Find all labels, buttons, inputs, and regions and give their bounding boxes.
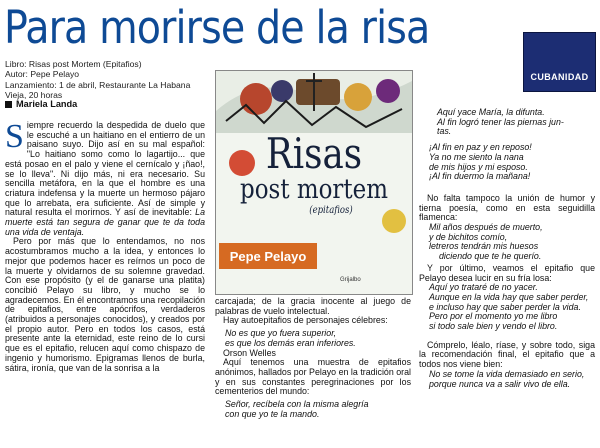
epitaph-quote bbox=[419, 283, 595, 332]
byline-square-icon bbox=[5, 101, 12, 108]
byline bbox=[5, 99, 77, 109]
quote-line: Aquí yace María, la difunta. bbox=[437, 107, 545, 117]
quote-line: y de bichitos comío, bbox=[429, 231, 508, 242]
quote-line: ¡Al fin en paz y en reposo! bbox=[429, 142, 532, 153]
article-column-1 bbox=[5, 118, 205, 373]
quote-line: letreros tendrán mis huesos bbox=[429, 241, 539, 252]
paragraph: Aquí tenemos una muestra de epitafios anónimos, hallados por Pelayo en la tradición oral y en sus constantes peregrinaciones por los cementerios del mundo: bbox=[215, 357, 411, 397]
epitaph-quote bbox=[419, 143, 595, 182]
section-tag bbox=[523, 32, 596, 92]
epitaph-quote bbox=[419, 370, 595, 389]
quote-line: con que yo te la mando. bbox=[225, 408, 320, 419]
quote-inline: La muerte está tan segura de ganar que te da toda una vida de ventaja. bbox=[5, 207, 205, 237]
cover-author: Pepe Pelayo bbox=[219, 243, 317, 269]
quote-line: No es que yo fuera superior, bbox=[225, 328, 337, 339]
paragraph: Pero por más que lo entendamos, no nos acostumbramos mucho a la idea, y entonces lo mejor que podemos hacer es reírnos un poco de la muerte y olvidarnos de su solemne gravedad. Con ese propósito (y el de ganarse una platita) concibió Pelayo su libro, y mucho se lo agradecemos. En él encontramos una recopilación de epitafios, entre apócrifos, verdaderos (atribuidos a personajes conocidos), y creados por el propio autor. Pero en todos los casos, está presente ante la eternidad, este reino de lo cursi que es el epitafio, relucen aquí como chispazo de ingenio y humorismo. Epigramas llenos de burla, sátira, ironía, que van de la sonrisa a la bbox=[5, 236, 205, 373]
cover-title-line-2: post mortem bbox=[240, 174, 388, 205]
credit-line: Libro: Risas post Mortem (Epitafios) bbox=[5, 59, 142, 69]
quote-line: Pero por el momento yo me libro bbox=[429, 311, 558, 322]
article-column-3 bbox=[419, 108, 595, 389]
quote-line: Aunque en la vida hay que saber perder, bbox=[429, 291, 589, 302]
quote-line: de mis hijos y mi esposo. bbox=[429, 161, 528, 172]
paragraph bbox=[5, 118, 205, 237]
quote-line: tas. bbox=[437, 126, 452, 137]
quote-author: Orson Welles bbox=[223, 347, 276, 358]
quote-line: Mil años después de muerto, bbox=[429, 222, 543, 233]
paragraph: Y por último, veamos el epitafio que Pelayo desea lucir en su fría losa: bbox=[419, 262, 595, 283]
credit-line: Vieja, 20 horas bbox=[5, 90, 63, 101]
quote-line: porque nunca va a salir vivo de ella. bbox=[429, 378, 571, 389]
paragraph: Hay autoepitafios de personajes célebres: bbox=[223, 315, 388, 326]
epitaph-quote bbox=[215, 329, 411, 348]
quote-line: Ya no me siento la nana bbox=[429, 151, 524, 162]
quote-line: es que los demás eran inferiores. bbox=[225, 337, 356, 348]
credit-line: Autor: Pepe Pelayo bbox=[5, 69, 80, 80]
quote-line: e incluso hay que saber perder la vida. bbox=[429, 301, 581, 312]
headline: Para morirse de la risa bbox=[4, 1, 430, 54]
quote-line: Señor, recíbela con la misma alegría bbox=[225, 399, 369, 410]
article-column-2 bbox=[215, 297, 411, 419]
quote-line: diciendo que te he querío. bbox=[439, 251, 542, 262]
epitaph-quote bbox=[419, 223, 595, 262]
byline-author: Mariela Landa bbox=[16, 99, 78, 109]
quote-line: Al fin logró tener las piernas jun- bbox=[437, 116, 564, 127]
drop-cap: S bbox=[5, 118, 24, 155]
credit-line: Lanzamiento: 1 de abril, Restaurante La Habana bbox=[5, 79, 191, 90]
quote-line: Aquí yo trataré de no yacer. bbox=[429, 282, 538, 293]
book-cover-image bbox=[215, 70, 413, 295]
quote-line: No se tome la vida demasiado en serio, bbox=[429, 368, 585, 379]
book-credits bbox=[5, 59, 205, 101]
epitaph-quote bbox=[215, 400, 411, 419]
epitaph-quote bbox=[419, 108, 595, 137]
cover-subtitle: (epitafios) bbox=[309, 205, 353, 216]
quote-line: si todo sale bien y vendo el libro. bbox=[429, 321, 558, 332]
paragraph: carcajada; de la gracia inocente al juego de palabras de vuelo intelectual. bbox=[215, 296, 411, 316]
section-label: CUBANIDAD bbox=[530, 72, 589, 82]
paragraph: Cómprelo, léalo, ríase, y sobre todo, siga la recomendación final, el epitafio que a todos nos viene bien: bbox=[419, 339, 595, 370]
quote-line: ¡Al fin duermo la mañana! bbox=[429, 171, 531, 182]
paragraph: No falta tampoco la unión de humor y tierna poesía, como en esta seguidilla flamenca: bbox=[419, 192, 595, 223]
cover-title: Risas bbox=[265, 129, 363, 178]
cover-publisher: Grijalbo bbox=[340, 277, 361, 283]
paragraph-text: iempre recuerdo la despedida de duelo que le escuché a un haitiano en el entierro de un paisano suyo. Dijo así en su mal español: "Lo haitiano somo como lo lagartijo... que está posao en el palo y viene el cernícalo y ¡ñao!, se lo lleva". Ni dijo más, ni era necesario. Su sencilla metáfora, en la que el hombre es una criatura indefensa y la muerte un hermoso pájaro que lo arrebata, era suficiente. Así de simple y natural resulta el morirnos. Y así de inevitable: bbox=[5, 120, 205, 218]
